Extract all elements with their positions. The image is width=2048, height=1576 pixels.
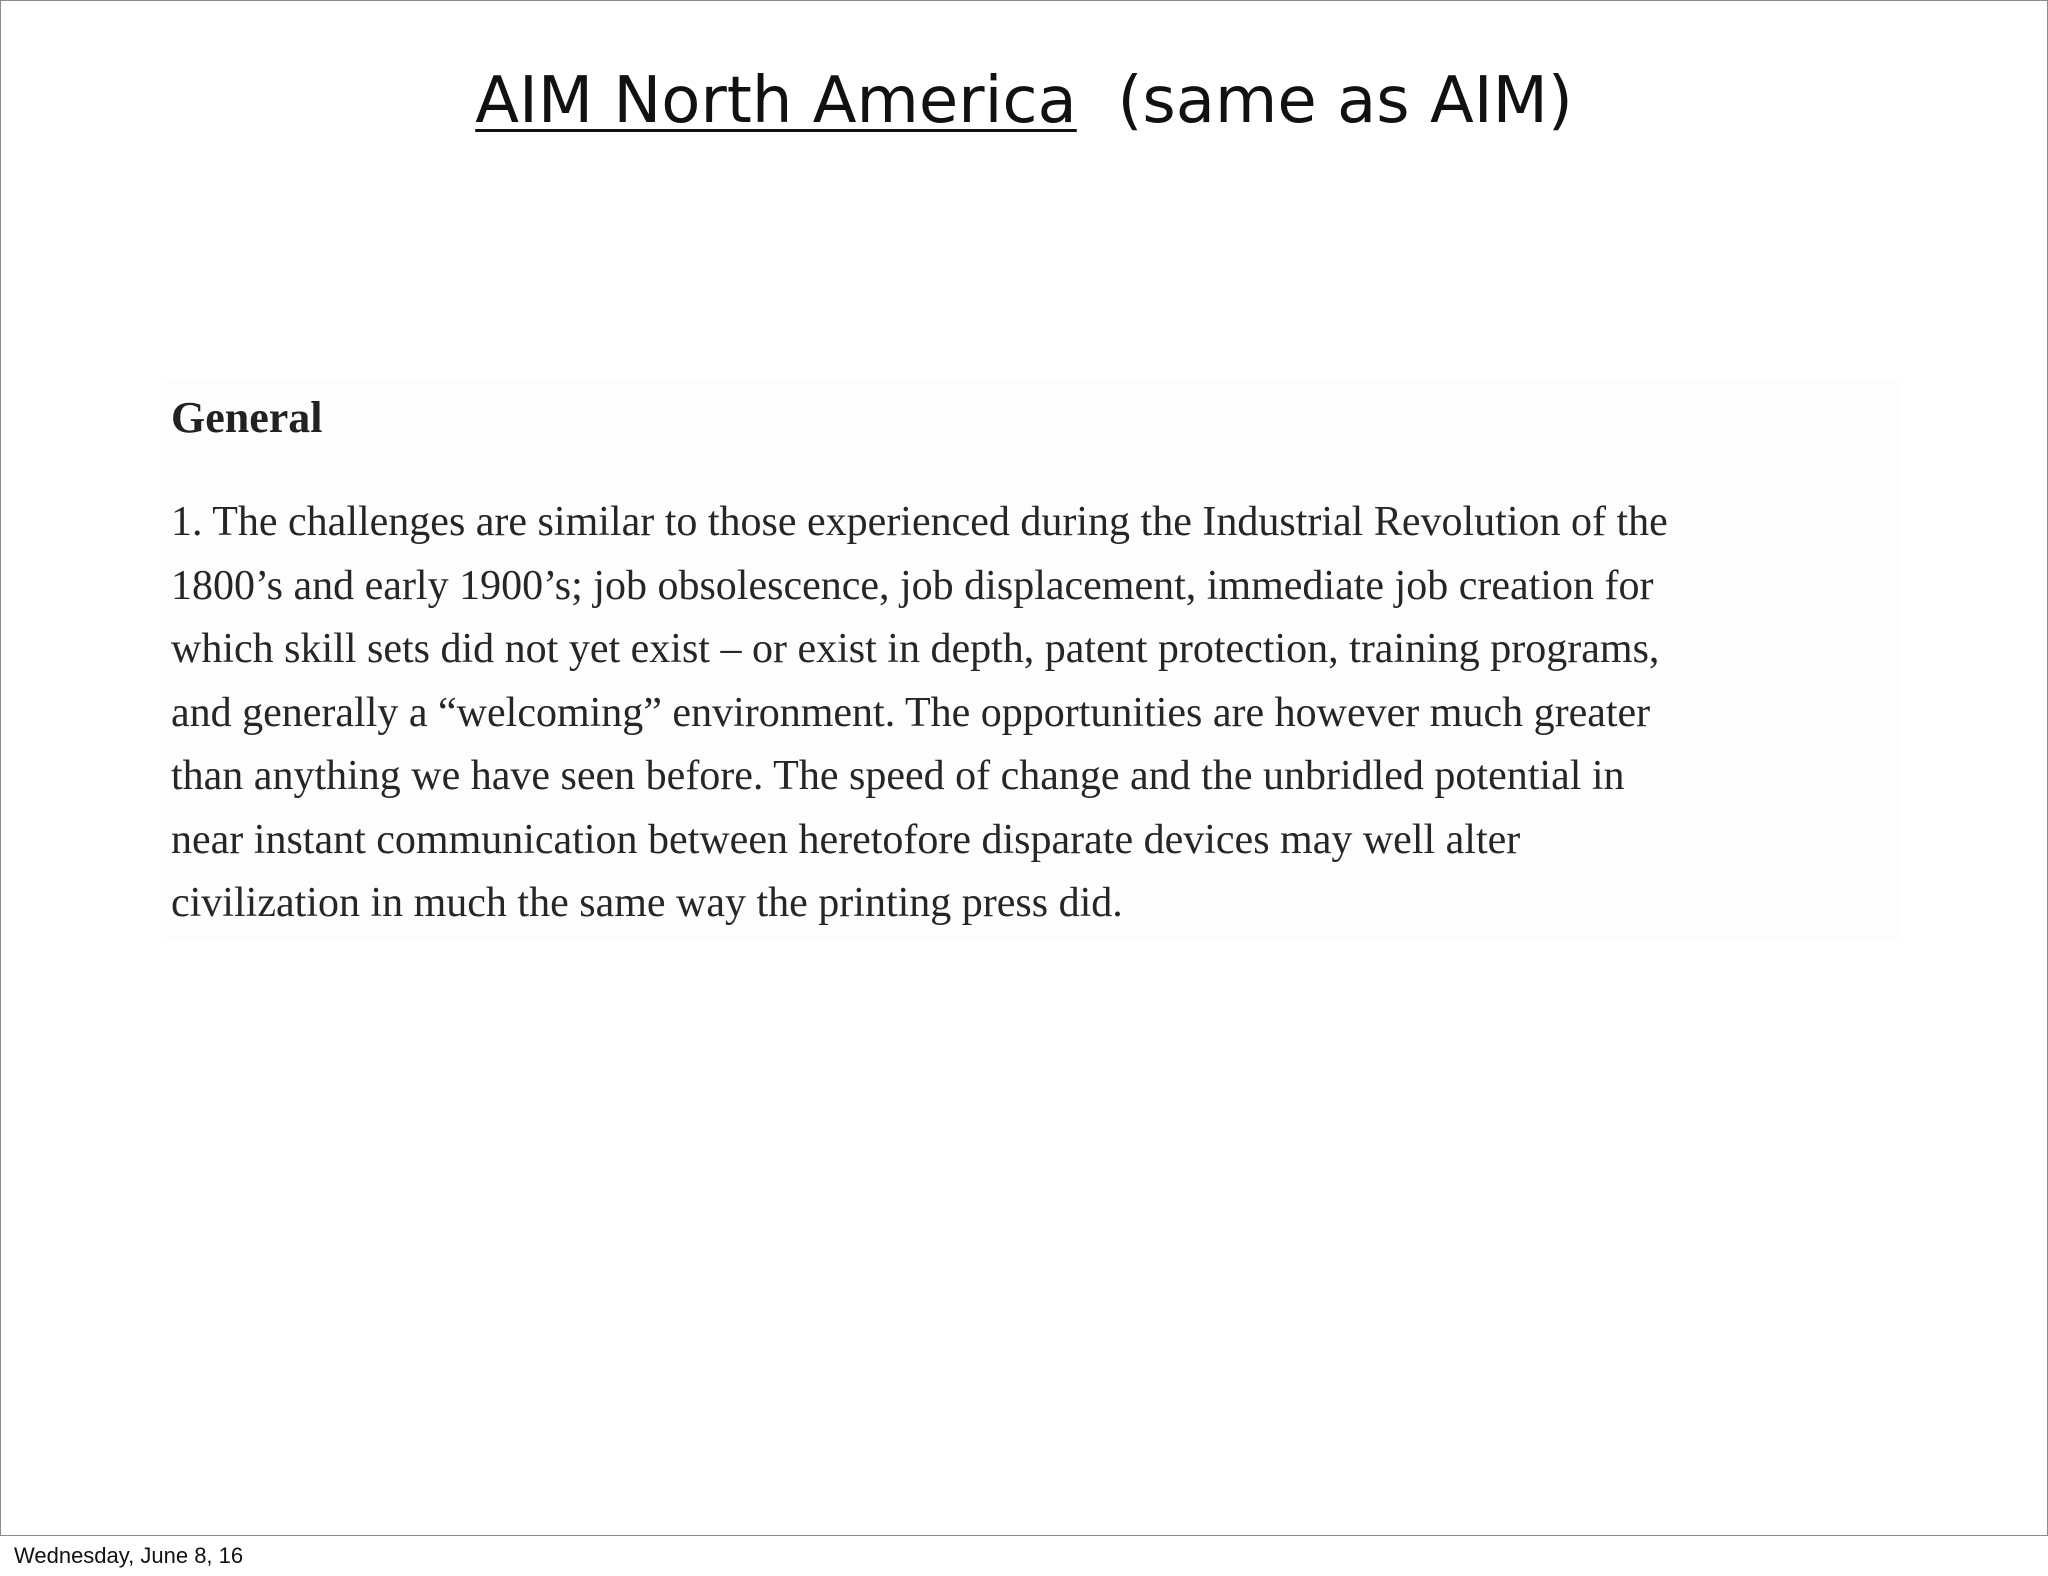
paragraph-line: which skill sets did not yet exist – or exist in depth, patent protection, training programs, xyxy=(171,626,1660,672)
paragraph-line: 1800’s and early 1900’s; job obsolescence, job displacement, immediate job creation for xyxy=(171,562,1654,609)
document-paragraph xyxy=(171,491,1891,936)
footer-date: Wednesday, June 8, 16 xyxy=(14,1543,244,1568)
embedded-document-image xyxy=(161,379,1901,939)
paragraph-line: near instant communication between heretofore disparate devices may well alter xyxy=(171,816,1521,863)
paragraph-line: civilization in much the same way the printing press did. xyxy=(171,880,1123,926)
paragraph-line: 1. The challenges are similar to those experienced during the Industrial Revolution of the xyxy=(171,499,1668,545)
title-link[interactable]: AIM North America xyxy=(475,64,1077,138)
paragraph-line: than anything we have seen before. The speed of change and the unbridled potential in xyxy=(171,753,1625,799)
paragraph-line: and generally a “welcoming” environment. The opportunities are however much greater xyxy=(171,689,1651,736)
document-heading: General xyxy=(171,393,323,442)
title-suffix: (same as AIM) xyxy=(1117,64,1573,138)
slide-title xyxy=(1,61,2047,141)
